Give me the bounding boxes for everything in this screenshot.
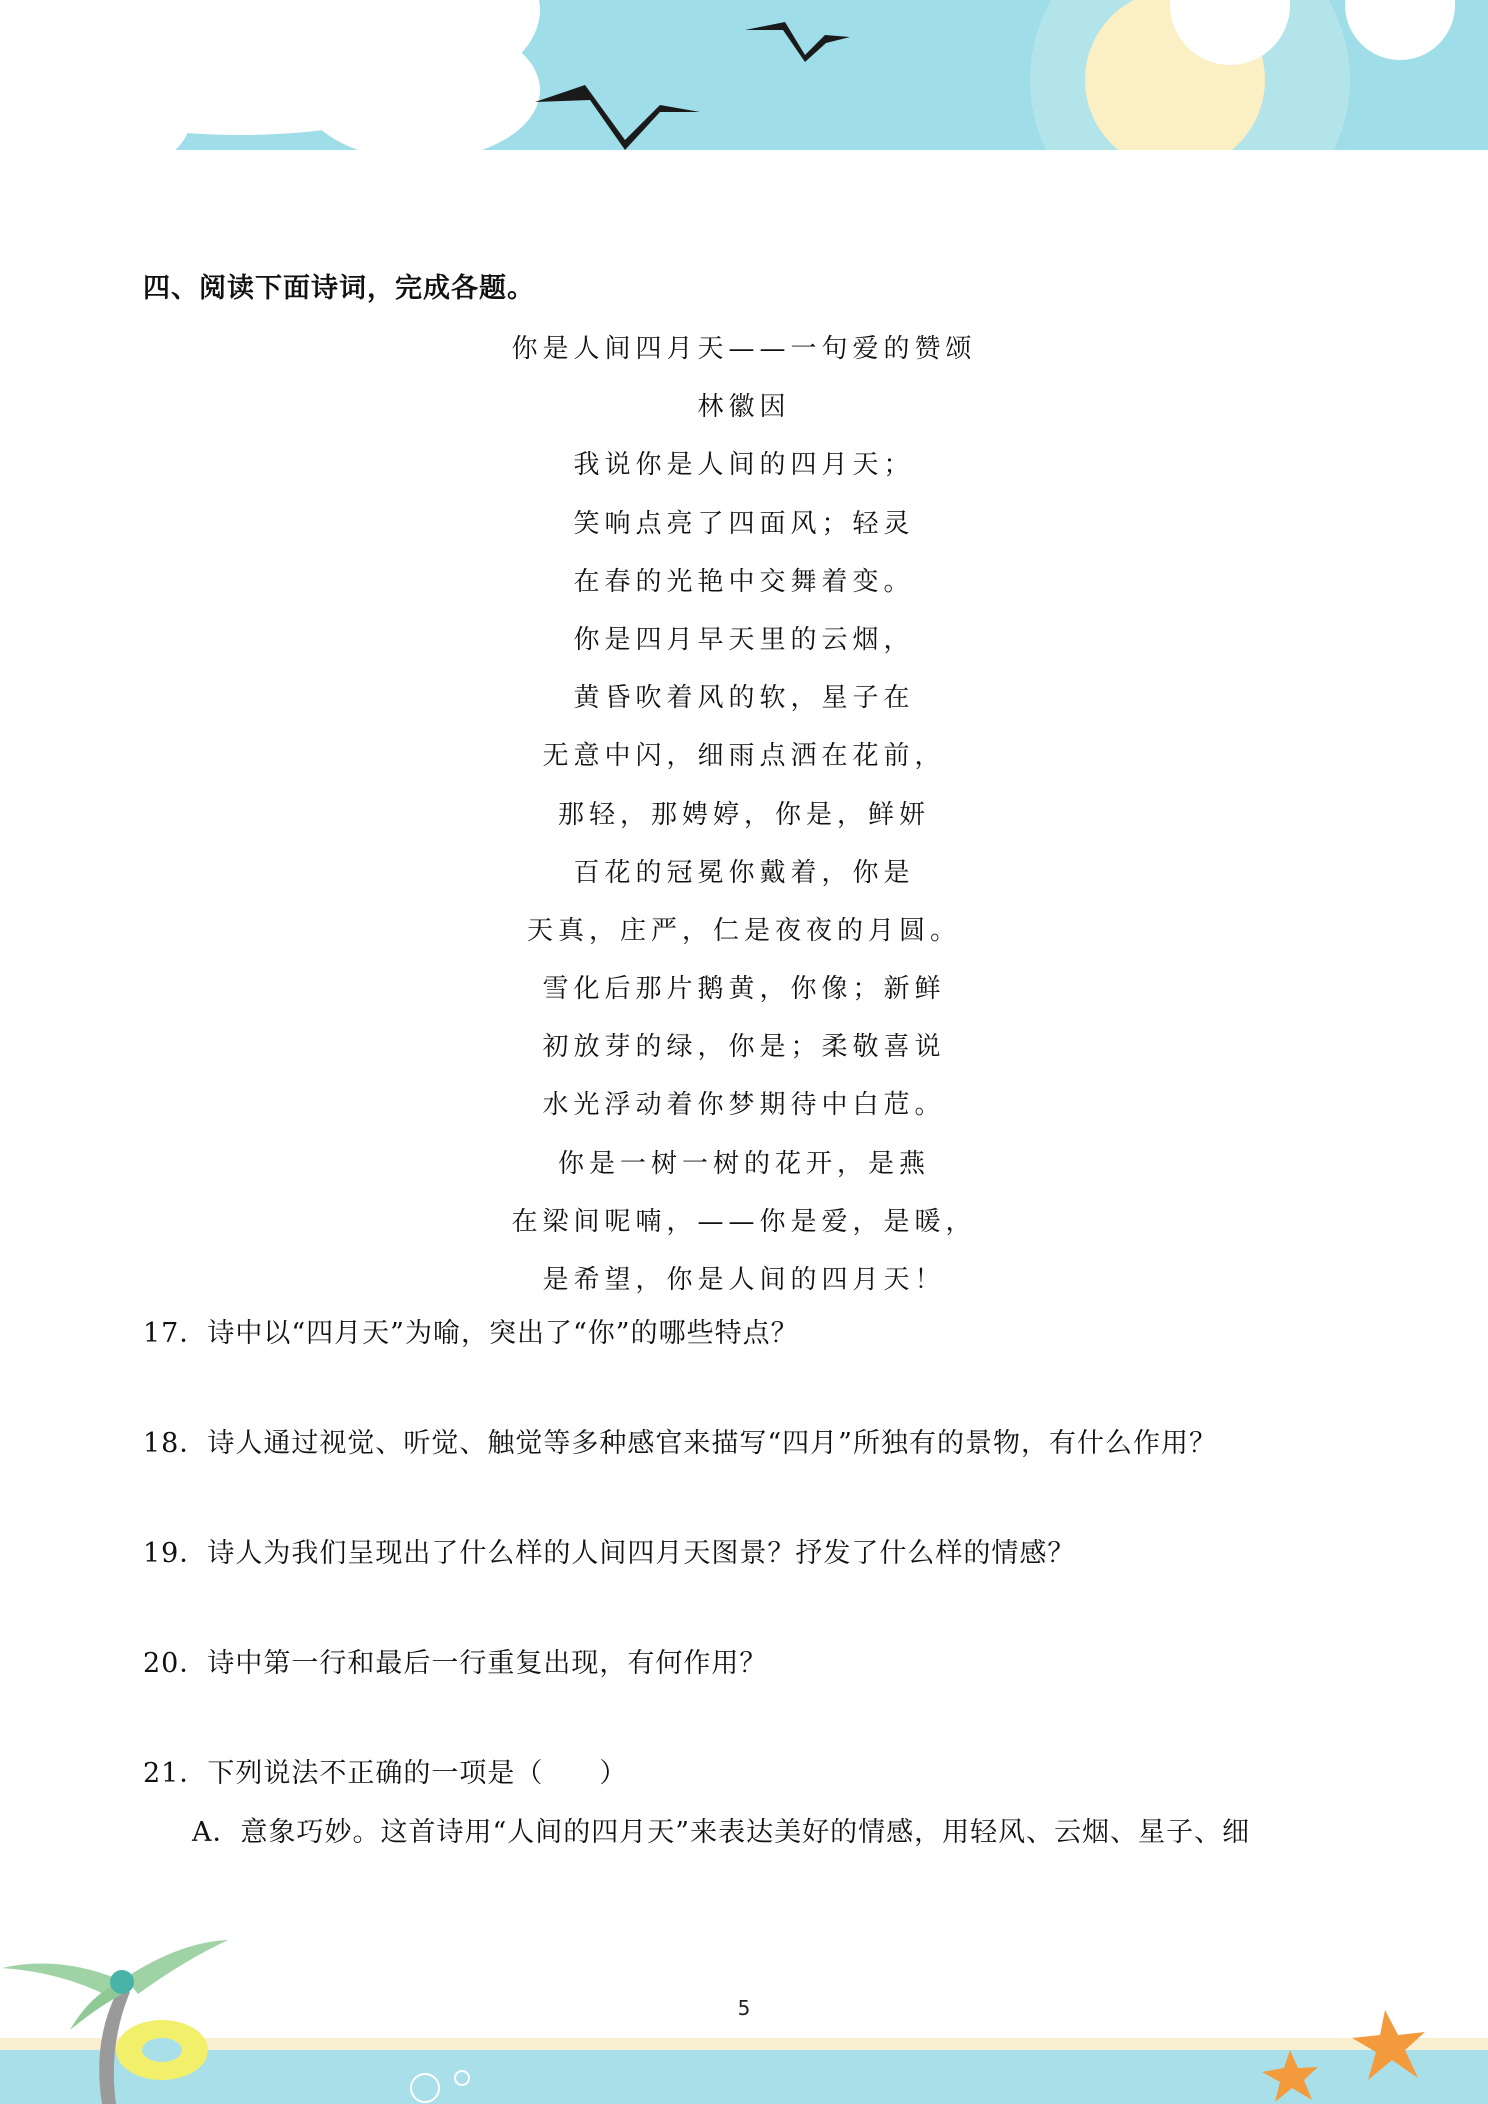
question-19 [143,1526,1373,1636]
poem [0,320,1488,1309]
question-number: 21． [143,1758,208,1789]
header-sky-illustration [0,0,1488,175]
poem-line: 雪化后那片鹅黄，你像；新鲜 [542,974,946,1005]
footer-beach-illustration [0,1920,1488,2104]
question-number: 19． [143,1538,208,1569]
sand-strip [0,2038,1488,2052]
palm-leaves [2,1964,120,1996]
question-text: 下列说法不正确的一项是（ ） [207,1758,628,1789]
question-list [143,1306,1373,1804]
question-text: 诗中第一行和最后一行重复出现，有何作用？ [207,1648,768,1679]
poem-line: 你是四月早天里的云烟， [573,624,915,655]
question-text: 诗人为我们呈现出了什么样的人间四月天图景？抒发了什么样的情感？ [207,1538,1076,1569]
question-number: 18． [143,1428,208,1459]
poem-line: 那轻，那娉婷，你是，鲜妍 [557,799,930,830]
question-text: 诗人通过视觉、听觉、触觉等多种感官来描写“四月”所独有的景物，有什么作用？ [207,1428,1217,1459]
poem-line: 水光浮动着你梦期待中白苊。 [542,1090,946,1121]
poem-line: 黄昏吹着风的软，星子在 [573,683,915,714]
poem-line: 你是一树一树的花开，是燕 [557,1148,930,1179]
poem-title: 你是人间四月天——一句爱的赞颂 [511,334,977,364]
poem-line: 我说你是人间的四月天； [573,450,915,481]
poem-line: 在春的光艳中交舞着变。 [573,566,915,597]
question-17 [143,1306,1373,1416]
poem-author: 林徽因 [697,392,791,423]
coconut [110,1970,134,1994]
poem-line: 是希望，你是人间的四月天！ [542,1265,946,1295]
page-number: 5 [737,1996,751,2020]
poem-line: 笑响点亮了四面风；轻灵 [573,508,915,539]
poem-line: 初放芽的绿，你是；柔敬喜说 [542,1032,946,1063]
poem-line: 在梁间呢喃，——你是爱，是暖， [511,1206,977,1237]
question-21 [143,1746,1373,1804]
poem-line: 百花的冠冕你戴着，你是 [573,857,915,888]
section-title: 四、阅读下面诗词，完成各题。 [143,273,535,304]
question-number: 17． [143,1318,208,1349]
question-18 [143,1416,1373,1526]
question-20 [143,1636,1373,1746]
question-text: 诗中以“四月天”为喻，突出了“你”的哪些特点？ [207,1318,799,1349]
poem-line: 无意中闪，细雨点洒在花前， [542,741,946,772]
poem-line: 天真，庄严，仁是夜夜的月圆。 [526,915,961,946]
sea-band [0,2050,1488,2104]
question-number: 20． [143,1648,208,1679]
option-a: A．意象巧妙。这首诗用“人间的四月天”来表达美好的情感，用轻风、云烟、星子、细 [192,1817,1251,1848]
